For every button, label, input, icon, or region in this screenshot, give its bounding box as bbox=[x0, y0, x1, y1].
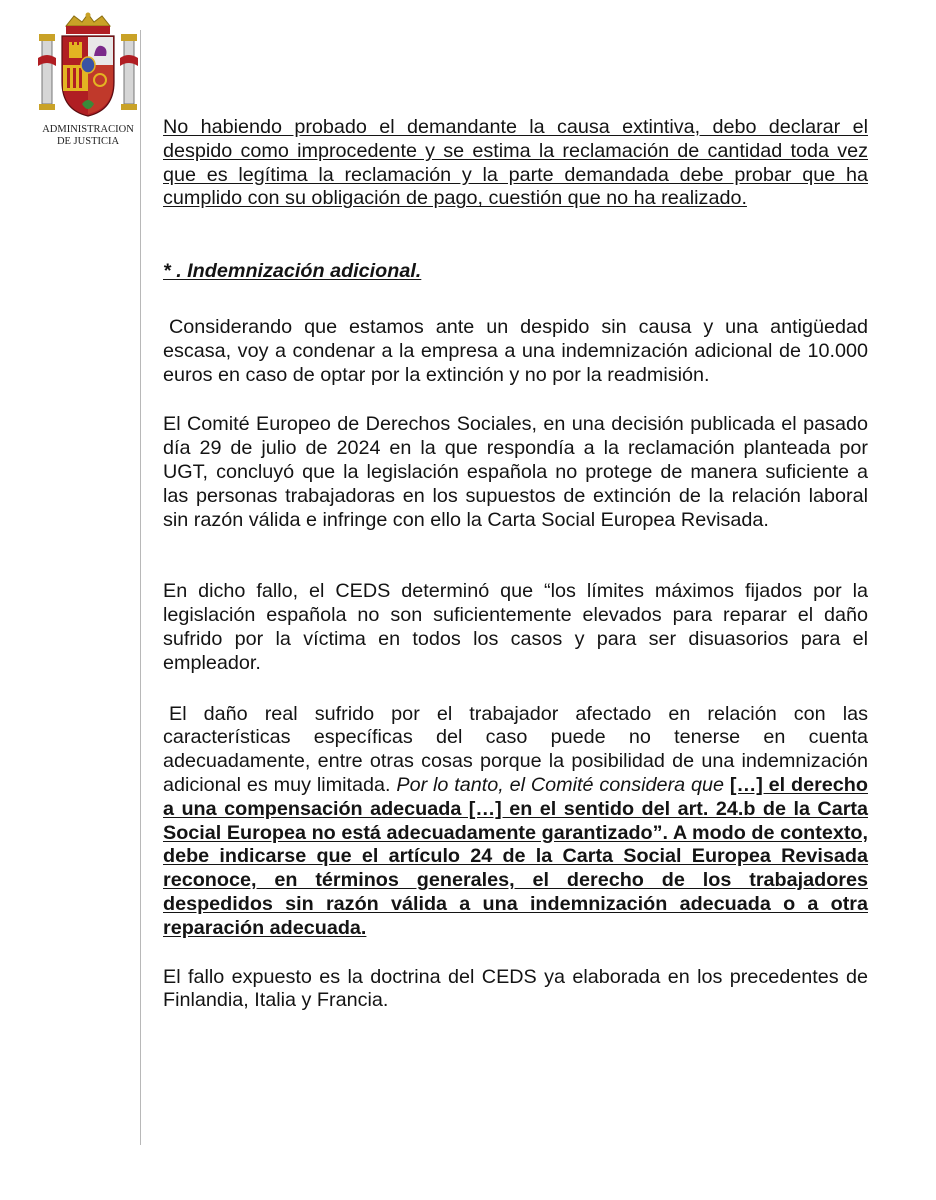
paragraph-ceds-decision: El Comité Europeo de Derechos Sociales, en una decisión publicada el pasado día 29 de julio de 2024 en la que respondía a la reclamación planteada por UGT, concluyó que la legislación española no protege de manera suficiente a las personas trabajadoras en los supuestos de extinción de la relación laboral sin razón válida e infringe con ello la Carta Social Europea Revisada. bbox=[163, 413, 868, 531]
crest-caption-line1: ADMINISTRACION bbox=[42, 124, 134, 135]
paragraph-indemnization: Considerando que estamos ante un despido sin causa y una antigüedad escasa, voy a condenar a la empresa a una indemnización adicional de 10.000 euros en caso de optar por la extinción y no por la readmisión. bbox=[163, 315, 868, 386]
crest-caption bbox=[32, 124, 144, 148]
coat-of-arms bbox=[32, 12, 144, 146]
margin-divider bbox=[140, 30, 141, 1145]
paragraph-real-damage bbox=[163, 703, 868, 941]
section-heading: * . Indemnización adicional. bbox=[163, 260, 422, 283]
paragraph-real-damage-italic: Por lo tanto, el Comité considera que bbox=[396, 773, 730, 796]
paragraph-real-damage-plain: El daño real sufrido por el trabajador afectado en relación con las características específicas del caso puede no tenerse en cuenta adecuadamente, entre otras cosas porque la posibilidad de una indemnización adicional es muy limitada. bbox=[163, 702, 868, 796]
paragraph-conclusion: No habiendo probado el demandante la causa extintiva, debo declarar el despido como improcedente y se estima la reclamación de cantidad toda vez que es legítima la reclamación y la parte demandada debe probar que ha cumplido con su obligación de pago, cuestión que no ha realizado. bbox=[163, 116, 868, 210]
paragraph-real-damage-bold: […] el derecho a una compensación adecuada […] en el sentido del art. 24.b de la Carta Social Europea no está adecuadamente garantizado”. A modo de contexto, debe indicarse que el artículo 24 de la Carta Social Europea Revisada reconoce, en términos generales, el derecho de los trabajadores despedidos sin razón válida a una indemnización adecuada o a otra reparación adecuada. bbox=[163, 773, 868, 939]
paragraph-ceds-ruling: En dicho fallo, el CEDS determinó que “los límites máximos fijados por la legislación española no son suficientemente elevados para reparar el daño sufrido por la víctima en todos los casos y para ser disuasorios para el empleador. bbox=[163, 580, 868, 674]
spain-coat-of-arms-icon bbox=[36, 12, 140, 120]
paragraph-doctrine: El fallo expuesto es la doctrina del CEDS ya elaborada en los precedentes de Finlandia, Italia y Francia. bbox=[163, 965, 868, 1012]
crest-caption-line2: DE JUSTICIA bbox=[56, 136, 120, 147]
document-body bbox=[163, 116, 868, 1013]
